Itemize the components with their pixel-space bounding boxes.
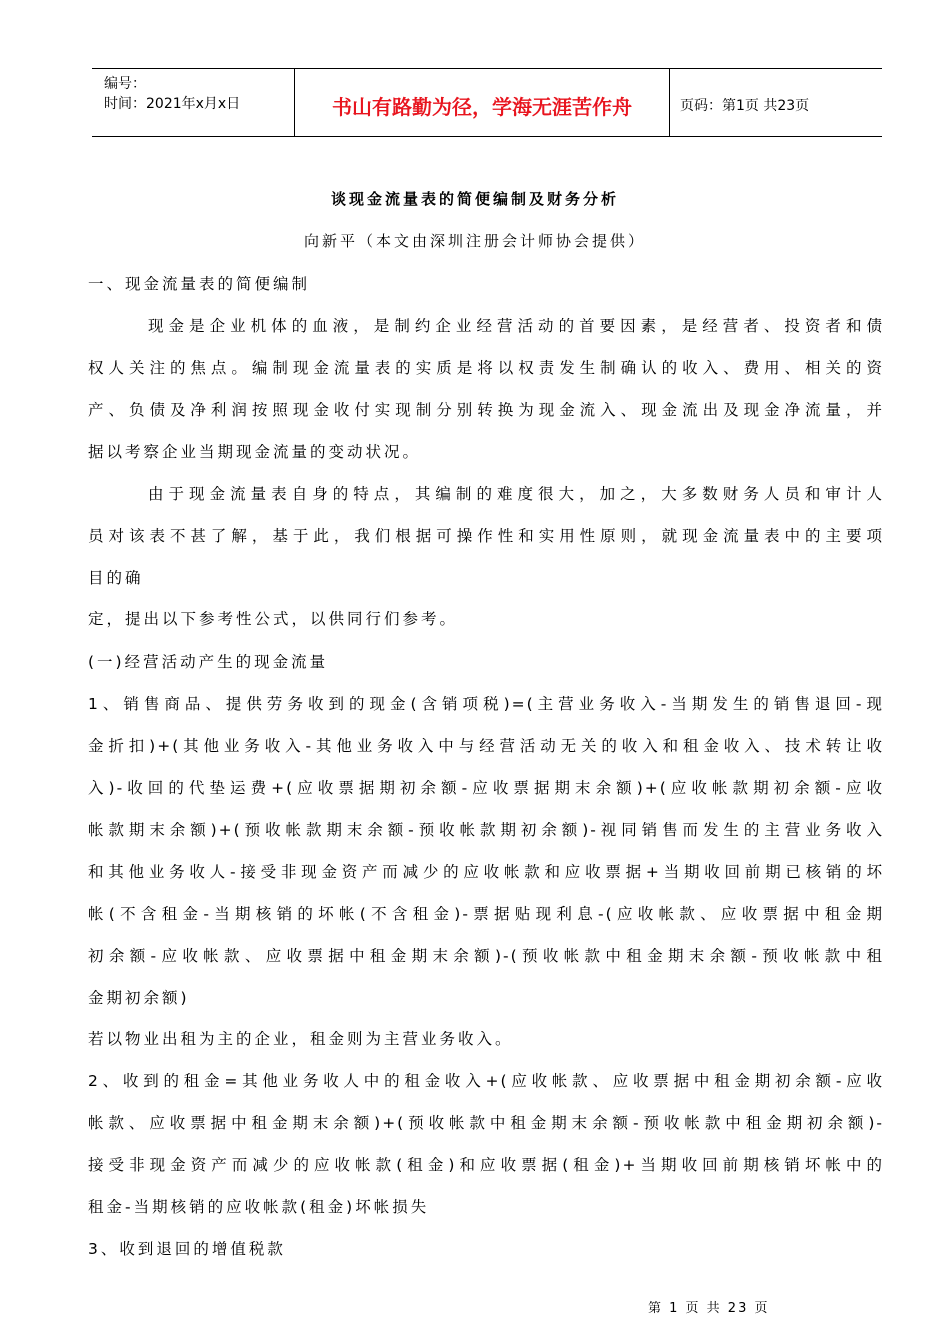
- body-line: 2、收到的租金=其他业务收人中的租金收入+(应收帐款、应收票据中租金期初余额-应收: [88, 1072, 884, 1090]
- body-line: 初余额-应收帐款、应收票据中租金期末余额)-(预收帐款中租金期末余额-预收帐款中租: [88, 947, 884, 965]
- body-line: 金折扣)+(其他业务收入-其他业务收入中与经营活动无关的收入和租金收入、技术转让收: [88, 737, 884, 755]
- document-author: 向新平（本文由深圳注册会计师协会提供）: [303, 232, 646, 250]
- page-footer: 第 1 页 共 23 页: [648, 1301, 770, 1316]
- body-line: 和其他业务收人-接受非现金资产而减少的应收帐款和应收票据+当期收回前期已核销的坏: [88, 863, 884, 881]
- header-meta-cell: [92, 69, 294, 136]
- header-motto: 书山有路勤为径，学海无涯苦作舟: [332, 95, 632, 119]
- body-line: 租金-当期核销的应收帐款(租金)坏帐损失: [88, 1198, 430, 1216]
- body-line: 定，提出以下参考性公式，以供同行们参考。: [88, 610, 459, 628]
- header-motto-cell: [294, 69, 670, 136]
- body-line: 1、销售商品、提供劳务收到的现金(含销项税)=(主营业务收入-当期发生的销售退回-现: [88, 695, 884, 713]
- body-line: 3、收到退回的增值税款: [88, 1240, 286, 1258]
- header-page-cell: [670, 69, 882, 136]
- document-title: 谈现金流量表的简便编制及财务分析: [330, 190, 619, 208]
- doc-code-label: 编号：: [104, 76, 146, 92]
- header-page-number: 页码：第1页 共23页: [680, 98, 810, 114]
- body-line: 由于现金流量表自身的特点，其编制的难度很大，加之，大多数财务人员和审计人: [148, 485, 884, 503]
- body-line: 入)-收回的代垫运费+(应收票据期初余额-应收票据期末余额)+(应收帐款期初余额-应收: [88, 779, 884, 797]
- page-header: [92, 68, 882, 137]
- body-line: 目的确: [88, 569, 144, 587]
- body-line: 接受非现金资产而减少的应收帐款(租金)和应收票据(租金)+当期收回前期核销坏帐中的: [88, 1156, 884, 1174]
- section-heading: 一、现金流量表的简便编制: [88, 275, 311, 293]
- doc-time-label: 时间：2021年x月x日: [104, 96, 241, 112]
- subsection-heading: (一)经营活动产生的现金流量: [88, 653, 329, 671]
- body-line: 权人关注的焦点。编制现金流量表的实质是将以权责发生制确认的收入、费用、相关的资: [88, 359, 884, 377]
- body-line: 现金是企业机体的血液，是制约企业经营活动的首要因素，是经营者、投资者和债: [148, 317, 884, 335]
- body-line: 据以考察企业当期现金流量的变动状况。: [88, 443, 422, 461]
- body-line: 若以物业出租为主的企业，租金则为主营业务收入。: [88, 1030, 514, 1048]
- body-line: 帐(不含租金-当期核销的坏帐(不含租金)-票据贴现利息-(应收帐款、应收票据中租金期: [88, 905, 884, 923]
- body-line: 帐款、应收票据中租金期末余额)+(预收帐款中租金期末余额-预收帐款中租金期初余额)-: [88, 1114, 884, 1132]
- body-line: 帐款期末余额)+(预收帐款期末余额-预收帐款期初余额)-视同销售而发生的主营业务收入: [88, 821, 884, 839]
- body-line: 金期初余额): [88, 989, 190, 1007]
- body-line: 产、负债及净利润按照现金收付实现制分别转换为现金流入、现金流出及现金净流量，并: [88, 401, 884, 419]
- body-line: 员对该表不甚了解，基于此，我们根据可操作性和实用性原则，就现金流量表中的主要项: [88, 527, 884, 545]
